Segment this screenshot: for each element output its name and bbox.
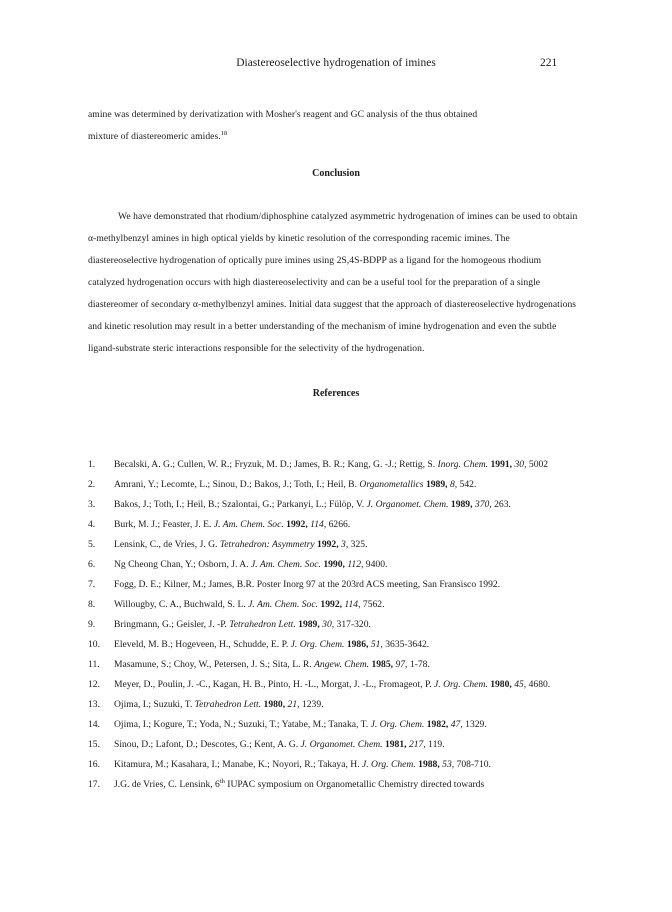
reference-item	[88, 555, 582, 575]
reference-number: 13.	[88, 699, 100, 710]
reference-text	[114, 775, 582, 795]
reference-pages: 9400.	[365, 559, 388, 570]
reference-text	[114, 635, 582, 655]
reference-journal: J. Organomet. Chem.	[366, 499, 449, 510]
reference-journal: J. Am. Chem. Soc.	[248, 599, 319, 610]
conclusion-text: We have demonstrated that rhodium/diphosphine catalyzed asymmetric hydrogenation of imines can be used to obtain α-methylbenzyl amines in high optical yields by kinetic resolution of the corresponding racemic imines. The diastereoselective hydrogenation of optically pure imines using 2S,4S-BDPP as a ligand for the homogeous rhodium catalyzed hydrogenation occurs with high diastereoselectivity and can be a useful tool for the preparation of a single diastereomer of secondary α-methylbenzyl amines. Initial data suggest that the approach of diastereoselective hydrogenations and kinetic resolution may result in a better understanding of the mechanism of imine hydrogenation and even the subtle ligand-substrate steric interactions responsible for the selectivity of the hydrogenation.	[88, 211, 578, 354]
reference-authors: Masamune, S.; Choy, W., Petersen, J. S.; Sita, L. R.	[114, 659, 312, 670]
reference-volume: 47,	[450, 719, 463, 730]
reference-year: 1986,	[346, 639, 369, 650]
reference-item	[88, 775, 582, 795]
reference-journal: J. Org. Chem.	[370, 719, 425, 730]
reference-authors: Becalski, A. G.; Cullen, W. R.; Fryzuk, M. D.; James, B. R.; Kang, G. -J.; Rettig, S.	[114, 459, 436, 470]
reference-journal: J. Am. Chem. Soc.	[251, 559, 321, 570]
reference-text	[114, 495, 582, 515]
reference-authors: Burk, M. J.; Feaster, J. E.	[114, 519, 212, 530]
reference-year: 1989,	[298, 619, 320, 630]
reference-volume: 217,	[408, 739, 426, 750]
reference-volume: 45,	[514, 679, 527, 690]
reference-year: 1989,	[425, 479, 448, 490]
reference-item	[88, 455, 582, 475]
reference-text	[114, 655, 582, 675]
reference-pages: 542.	[459, 479, 477, 490]
reference-item	[88, 575, 582, 595]
reference-pages: 317-320.	[336, 619, 371, 630]
intro-paragraph	[88, 104, 580, 148]
reference-authors: Amrani, Y.; Lecomte, L.; Sinou, D.; Bakos, J.; Toth, I.; Heil, B.	[114, 479, 357, 490]
reference-number: 1.	[88, 459, 96, 470]
reference-number: 10.	[88, 639, 100, 650]
running-header-title: Diastereoselective hydrogenation of imines	[236, 57, 436, 69]
reference-authors: Sinou, D.; Lafont, D.; Descotes, G.; Kent, A. G.	[114, 739, 299, 750]
reference-pages: 119.	[428, 739, 445, 750]
reference-year: 1980,	[263, 699, 286, 710]
reference-number: 5.	[88, 539, 96, 550]
reference-journal: Organometallics	[359, 479, 424, 490]
reference-journal: Tetrahedron Lett.	[194, 699, 262, 710]
reference-pages: 708-710.	[456, 759, 491, 770]
reference-item	[88, 495, 582, 515]
reference-text	[114, 695, 582, 715]
reference-item	[88, 755, 582, 775]
reference-authors: Bakos, J.; Toth, I.; Heil, B.; Szalontai, G.; Parkanyi, L.; Fülöp, V.	[114, 499, 365, 510]
reference-authors: Lensink, C., de Vries, J. G.	[114, 539, 218, 550]
page-number: 221	[540, 57, 558, 69]
reference-authors: Ojima, I.; Suzuki, T.	[114, 699, 193, 710]
reference-year: 1985,	[371, 659, 394, 670]
reference-number: 12.	[88, 679, 100, 690]
reference-pages: 325.	[350, 539, 368, 550]
reference-text	[114, 455, 582, 475]
reference-number: 9.	[88, 619, 96, 630]
conclusion-paragraph	[88, 206, 580, 360]
reference-pages: 5002	[528, 459, 549, 470]
reference-volume: 53,	[442, 759, 455, 770]
reference-year: 1992,	[317, 539, 339, 550]
reference-volume: 3,	[341, 539, 349, 550]
reference-volume: 8,	[449, 479, 458, 490]
reference-journal: Tetrahedron Lett.	[229, 619, 296, 630]
reference-number: 6.	[88, 559, 96, 570]
reference-journal: Angew. Chem.	[314, 659, 370, 670]
reference-volume: 30,	[514, 459, 527, 470]
reference-item	[88, 655, 582, 675]
reference-pages: 1239.	[301, 699, 324, 710]
reference-text	[114, 475, 582, 495]
reference-number: 11.	[88, 659, 100, 670]
reference-item	[88, 695, 582, 715]
intro-line-2-text: mixture of diastereomeric amides.	[88, 131, 221, 142]
reference-authors: J.G. de Vries, C. Lensink, 6	[114, 779, 220, 790]
reference-authors: Ng Cheong Chan, Y.; Osborn, J. A.	[114, 559, 249, 570]
references-heading: References	[312, 388, 360, 399]
reference-rest: IUPAC symposium on Organometallic Chemistry directed towards	[224, 779, 485, 790]
reference-volume: 97,	[395, 659, 408, 670]
reference-year: 1992,	[286, 519, 308, 530]
reference-text	[114, 595, 582, 615]
reference-text	[114, 675, 582, 695]
reference-text	[114, 535, 582, 555]
reference-journal: J. Org. Chem.	[362, 759, 416, 770]
reference-volume: 114,	[344, 599, 361, 610]
reference-year: 1982,	[426, 719, 449, 730]
reference-pages: 1329.	[465, 719, 487, 730]
reference-text	[114, 515, 582, 535]
reference-number: 17.	[88, 779, 100, 790]
reference-year: 1980,	[490, 679, 512, 690]
reference-item	[88, 475, 582, 495]
reference-year: 1991,	[490, 459, 513, 470]
reference-text	[114, 555, 582, 575]
reference-number: 15.	[88, 739, 100, 750]
reference-authors: Bringmann, G.; Geisler, J. -P.	[114, 619, 227, 630]
reference-authors: Fogg, D. E.; Kilner, M.; James, B.R. Poster Inorg 97 at the 203rd ACS meeting, San Fransisco 1992.	[114, 579, 501, 590]
reference-number: 8.	[88, 599, 96, 610]
reference-volume: 30,	[322, 619, 335, 630]
reference-item	[88, 615, 582, 635]
reference-number: 2.	[88, 479, 96, 490]
reference-number: 14.	[88, 719, 100, 730]
reference-volume: 370,	[474, 499, 492, 510]
reference-pages: 7562.	[362, 599, 385, 610]
reference-pages: 1-78.	[409, 659, 430, 670]
reference-authors: Meyer, D., Poulin, J. -C., Kagan, H. B., Pinto, H. -L., Morgat, J. -L., Fromageot, P.	[114, 679, 432, 690]
reference-volume: 51,	[370, 639, 383, 650]
footnote-marker: 18	[220, 130, 228, 137]
references-list	[88, 455, 582, 795]
reference-authors: Eleveld, M. B.; Hogeveen, H., Schudde, E. P.	[114, 639, 289, 650]
reference-volume: 114,	[310, 519, 327, 530]
reference-authors: Ojima, I.; Kogure, T.; Yoda, N.; Suzuki, T.; Yatabe, M.; Tanaka, T.	[114, 719, 369, 730]
reference-journal: Inorg. Chem.	[437, 459, 489, 470]
reference-superscript: th	[219, 778, 225, 785]
reference-year: 1981,	[384, 739, 407, 750]
reference-volume: 112,	[347, 559, 364, 570]
intro-line-1: amine was determined by derivatization with Mosher's reagent and GC analysis of the thus obtained	[88, 109, 478, 120]
reference-number: 16.	[88, 759, 100, 770]
reference-item	[88, 735, 582, 755]
reference-pages: 6266.	[328, 519, 351, 530]
reference-year: 1990,	[323, 559, 345, 570]
reference-text	[114, 615, 582, 635]
reference-text	[114, 715, 582, 735]
reference-item	[88, 635, 582, 655]
reference-volume: 21,	[287, 699, 300, 710]
conclusion-heading: Conclusion	[312, 168, 360, 179]
reference-item	[88, 535, 582, 555]
reference-text	[114, 735, 582, 755]
reference-item	[88, 595, 582, 615]
intro-line-2	[88, 126, 580, 148]
reference-number: 3.	[88, 499, 96, 510]
reference-item	[88, 675, 582, 695]
reference-journal: J. Org. Chem.	[434, 679, 488, 690]
reference-text	[114, 755, 582, 775]
reference-year: 1988,	[418, 759, 440, 770]
reference-number: 7.	[88, 579, 96, 590]
reference-journal: J. Org. Chem.	[290, 639, 345, 650]
reference-journal: J. Organomet. Chem.	[300, 739, 383, 750]
reference-pages: 263.	[494, 499, 511, 510]
reference-authors: Willougby, C. A., Buchwald, S. L.	[114, 599, 246, 610]
reference-number: 4.	[88, 519, 96, 530]
reference-pages: 3635-3642.	[385, 639, 430, 650]
reference-item	[88, 715, 582, 735]
reference-item	[88, 515, 582, 535]
reference-authors: Kitamura, M.; Kasahara, I.; Manabe, K.; Noyori, R.; Takaya, H.	[114, 759, 360, 770]
reference-year: 1992,	[320, 599, 343, 610]
reference-year: 1989,	[450, 499, 473, 510]
reference-journal: Tetrahedron: Asymmetry	[219, 539, 315, 550]
reference-pages: 4680.	[528, 679, 551, 690]
reference-journal: J. Am. Chem. Soc.	[213, 519, 284, 530]
reference-text	[114, 575, 582, 595]
